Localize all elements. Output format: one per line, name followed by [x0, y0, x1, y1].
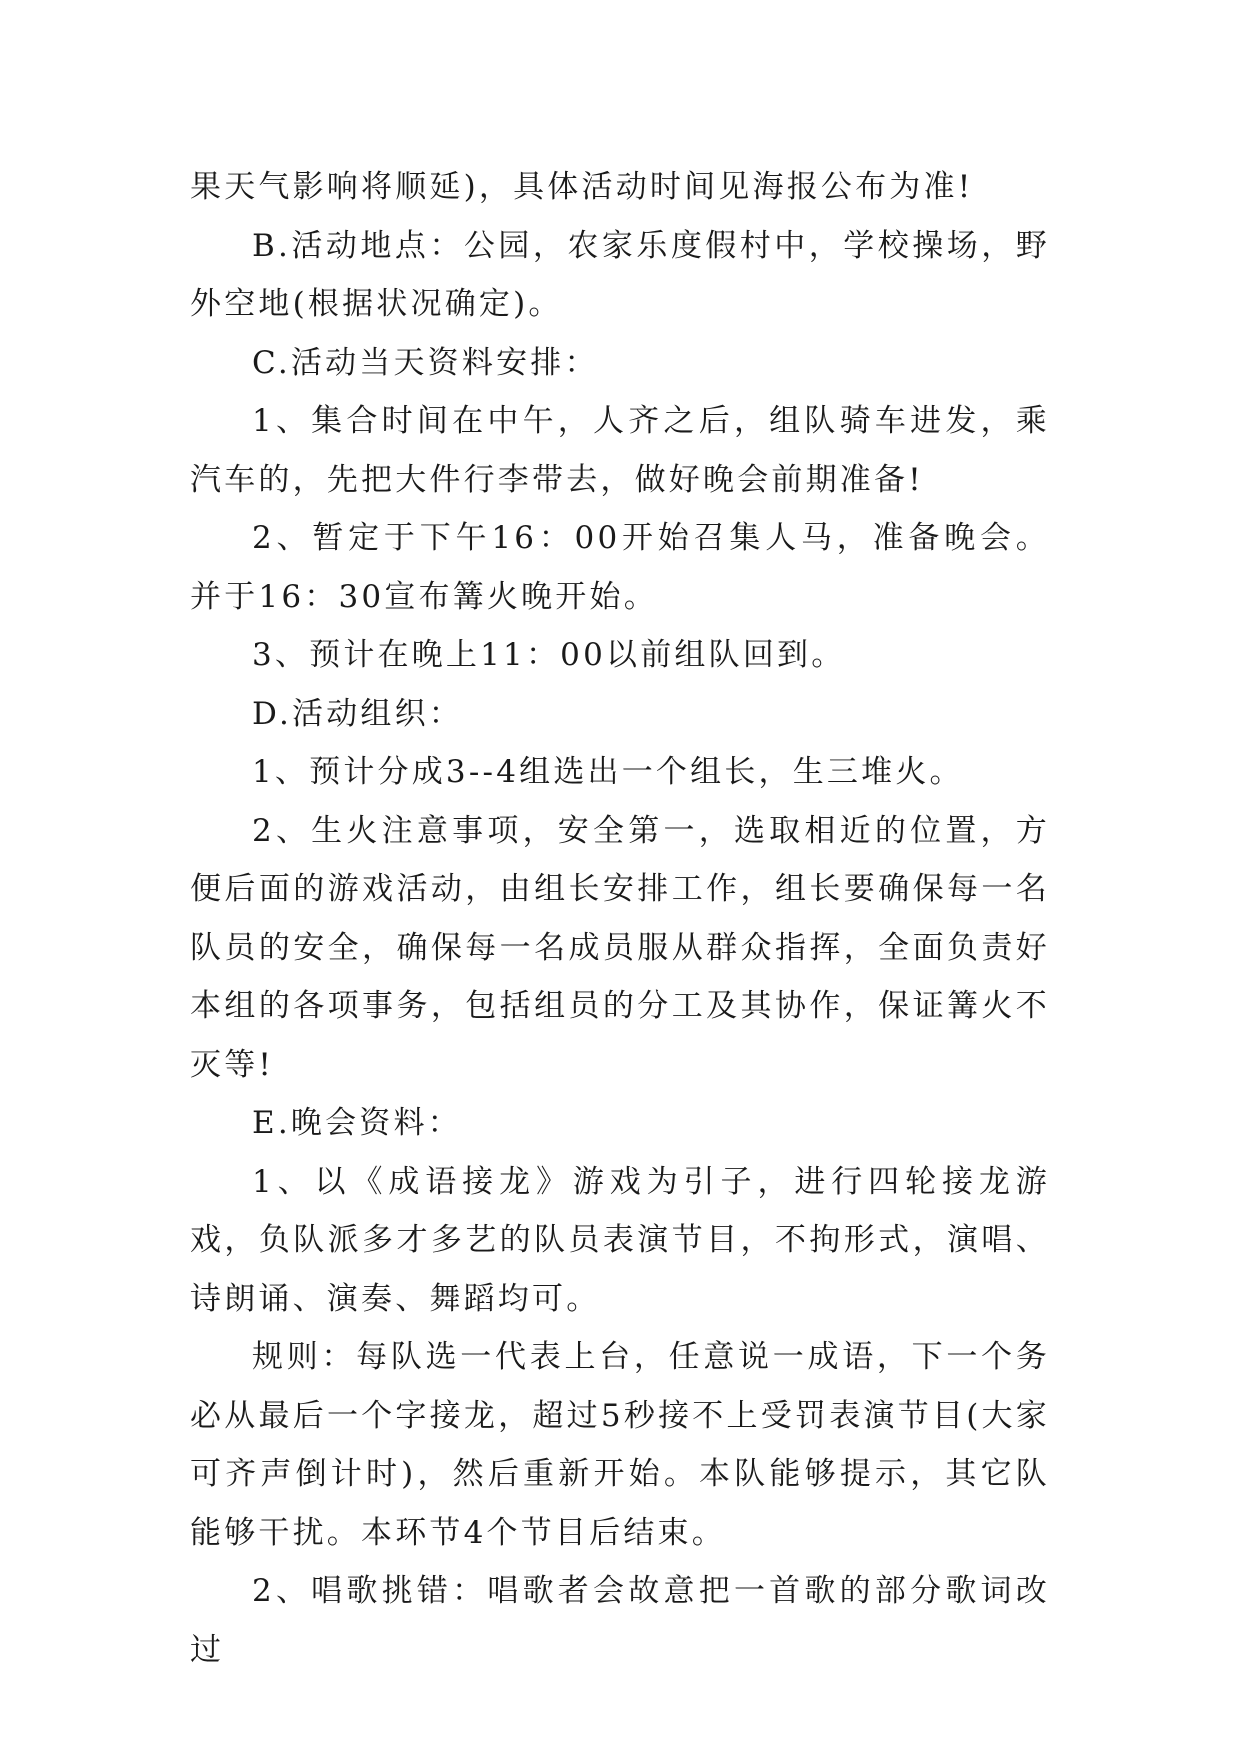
paragraph-6: 3、预计在晚上11：00以前组队回到。: [252, 637, 846, 673]
paragraph-9: 2、生火注意事项，安全第一，选取相近的位置，方便后面的游戏活动，由组长安排工作，组长要确保每一名队员的安全，确保每一名成员服从群众指挥，全面负责好本组的各项事务，包括组员的分工及其协作，保证篝火不灭等!: [190, 812, 1050, 1083]
paragraph-7: D.活动组织：: [252, 695, 464, 732]
paragraph-4: 1、集合时间在中午，人齐之后，组队骑车进发，乘汽车的，先把大件行李带去，做好晚会前期准备!: [190, 403, 1050, 498]
document-body: [190, 158, 1050, 1679]
paragraph-10: E.晚会资料：: [252, 1105, 462, 1141]
paragraph-5: 2、暂定于下午16：00开始召集人马，准备晚会。并于16：30宣布篝火晚开始。: [190, 520, 1050, 615]
paragraph-3: C.活动当天资料安排：: [252, 344, 599, 381]
paragraph-11: 1、以《成语接龙》游戏为引子，进行四轮接龙游戏，负队派多才多艺的队员表演节目，不拘形式，演唱、诗朗诵、演奏、舞蹈均可。: [190, 1163, 1050, 1317]
paragraph-2: B.活动地点：公园，农家乐度假村中，学校操场，野外空地(根据状况确定)。: [190, 227, 1050, 322]
paragraph-12: 规则：每队选一代表上台，任意说一成语，下一个务必从最后一个字接龙，超过5秒接不上受罚表演节目(大家可齐声倒计时)，然后重新开始。本队能够提示，其它队能够干扰。本环节4个节目后结束。: [190, 1339, 1050, 1551]
paragraph-13: 2、唱歌挑错：唱歌者会故意把一首歌的部分歌词改过: [190, 1573, 1050, 1668]
paragraph-8: 1、预计分成3--4组选出一个组长，生三堆火。: [252, 754, 964, 790]
paragraph-1: 果天气影响将顺延)，具体活动时间见海报公布为准!: [190, 169, 974, 205]
